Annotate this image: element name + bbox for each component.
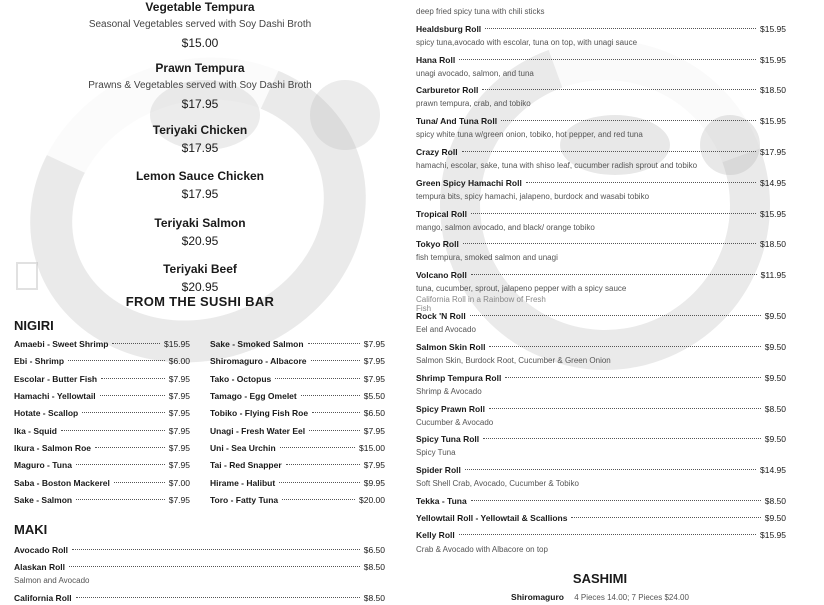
menu-row: [14, 543, 385, 557]
item-desc: prawn tempura, crab, and tobiko: [416, 99, 531, 108]
menu-row: [14, 458, 190, 472]
menu-row: [14, 560, 385, 574]
entree-item: [0, 60, 400, 112]
dot-leader: [309, 430, 360, 431]
item-price: $20.00: [359, 495, 385, 505]
item-price: $7.95: [363, 356, 385, 366]
item-price: $7.95: [168, 495, 190, 505]
menu-row: [416, 463, 786, 477]
item-price: $15.95: [760, 530, 786, 540]
menu-row: [210, 337, 385, 351]
menu-row: [416, 145, 786, 159]
item-price: $9.50: [764, 513, 786, 523]
item-desc: spicy tuna,avocado with escolar, tuna on top, with unagi sauce: [416, 38, 638, 47]
item-price: $8.50: [363, 562, 385, 572]
menu-row: [416, 494, 786, 508]
item-desc: tuna, cucumber, sprout, jalapeno pepper with a spicy sauce: [416, 284, 627, 293]
item-price: $7.95: [168, 426, 190, 436]
item-name: Saba - Boston Mackerel: [14, 478, 110, 488]
menu-row: [14, 424, 190, 438]
item-price: $7.00: [168, 478, 190, 488]
menu-row: [14, 389, 190, 403]
entree-name: Teriyaki Beef: [163, 262, 237, 276]
item-name: Salmon Skin Roll: [416, 342, 486, 352]
entree-desc: Prawns & Vegetables served with Soy Dashi Broth: [88, 80, 312, 91]
item-name: Escolar - Butter Fish: [14, 374, 98, 384]
item-name: Healdsburg Roll: [416, 24, 482, 34]
entree-name: Lemon Sauce Chicken: [135, 169, 265, 183]
dot-leader: [72, 549, 360, 550]
item-price: $14.95: [760, 178, 786, 188]
menu-row: [416, 371, 786, 385]
menu-row: [210, 458, 385, 472]
section-title-nigiri: NIGIRI: [14, 318, 54, 333]
menu-row: [416, 83, 786, 97]
menu-row: [14, 406, 190, 420]
item-price: $6.50: [363, 408, 385, 418]
item-desc: Salmon Skin, Burdock Root, Cucumber & Green Onion: [416, 356, 611, 365]
entree-price: $20.95: [181, 280, 219, 294]
item-desc: Cucumber & Avocado: [416, 418, 494, 427]
entree-item: [0, 261, 400, 295]
item-name: Spicy Tuna Roll: [416, 434, 480, 444]
dot-leader: [489, 408, 761, 409]
item-price: $15.95: [760, 24, 786, 34]
menu-row: [416, 53, 786, 67]
item-desc: unagi avocado, salmon, and tuna: [416, 69, 534, 78]
item-name: Yellowtail Roll - Yellowtail & Scallions: [416, 513, 568, 523]
item-name: Rock 'N Roll: [416, 311, 466, 321]
item-name: Amaebi - Sweet Shrimp: [14, 339, 109, 349]
menu-row: [416, 402, 786, 416]
item-price: $7.95: [168, 374, 190, 384]
item-price: $6.50: [363, 545, 385, 555]
entree-price: $20.95: [181, 234, 219, 248]
dot-leader: [69, 566, 360, 567]
item-name: California Roll: [14, 593, 72, 603]
section-title-sushi-bar: FROM THE SUSHI BAR: [125, 294, 275, 309]
item-name: Kelly Roll: [416, 530, 455, 540]
item-name: Carburetor Roll: [416, 85, 479, 95]
menu-row: [14, 441, 190, 455]
item-name: Spicy Prawn Roll: [416, 404, 485, 414]
item-price: $8.50: [764, 496, 786, 506]
menu-row: [210, 476, 385, 490]
menu-row: [14, 372, 190, 386]
sashimi-name: Shiromaguro: [511, 592, 564, 602]
item-name: Avocado Roll: [14, 545, 68, 555]
item-price: $7.95: [363, 374, 385, 384]
item-desc: spicy white tuna w/green onion, tobiko, hot pepper, and red tuna: [416, 130, 643, 139]
entree-price: $17.95: [181, 141, 219, 155]
item-price: $9.95: [363, 478, 385, 488]
menu-row: [210, 372, 385, 386]
dot-leader: [61, 430, 165, 431]
dot-leader: [459, 534, 756, 535]
item-price: $7.95: [363, 339, 385, 349]
item-name: Uni - Sea Urchin: [210, 443, 276, 453]
dot-leader: [282, 499, 355, 500]
dot-leader: [485, 28, 756, 29]
dot-leader: [76, 597, 360, 598]
dot-leader: [286, 464, 360, 465]
item-name: Maguro - Tuna: [14, 460, 72, 470]
menu-row: [416, 176, 786, 190]
dot-leader: [463, 243, 756, 244]
dot-leader: [571, 517, 760, 518]
dot-leader: [311, 360, 360, 361]
item-desc: fish tempura, smoked salmon and unagi: [416, 253, 558, 262]
dot-leader: [312, 412, 360, 413]
item-desc: Shrimp & Avocado: [416, 387, 482, 396]
item-name: Ika - Squid: [14, 426, 57, 436]
item-price: $15.95: [760, 116, 786, 126]
item-price: $11.95: [760, 270, 786, 280]
dot-leader: [95, 447, 165, 448]
dot-leader: [505, 377, 760, 378]
dot-leader: [459, 59, 756, 60]
menu-row: [14, 591, 385, 605]
entree-item: [0, 215, 400, 249]
menu-row: [210, 493, 385, 507]
entree-item: [0, 122, 400, 156]
entree-name: Prawn Tempura: [155, 61, 245, 75]
menu-row: [416, 511, 786, 525]
dot-leader: [465, 469, 756, 470]
entree-name: Vegetable Tempura: [145, 0, 255, 14]
menu-row: [416, 114, 786, 128]
menu-row: [14, 337, 190, 351]
item-name: Crazy Roll: [416, 147, 458, 157]
entree-name: Teriyaki Chicken: [152, 123, 248, 137]
item-price: $8.50: [764, 404, 786, 414]
dot-leader: [76, 499, 165, 500]
item-price: $15.95: [760, 209, 786, 219]
item-name: Alaskan Roll: [14, 562, 66, 572]
item-name: Shrimp Tempura Roll: [416, 373, 502, 383]
dot-leader: [471, 500, 761, 501]
item-name: Hirame - Halibut: [210, 478, 276, 488]
menu-row: [416, 237, 786, 251]
item-desc: mango, salmon avocado, and black/ orange tobiko: [416, 223, 595, 232]
item-name: Shiromaguro - Albacore: [210, 356, 307, 366]
dot-leader: [470, 315, 761, 316]
dot-leader: [301, 395, 360, 396]
item-name: Hana Roll: [416, 55, 456, 65]
item-name: Tai - Red Snapper: [210, 460, 282, 470]
item-name: Tako - Octopus: [210, 374, 272, 384]
menu-row: [416, 268, 786, 282]
section-title-maki: MAKI: [14, 522, 48, 537]
item-desc: Spicy Tuna: [416, 448, 456, 457]
item-name: Volcano Roll: [416, 270, 467, 280]
dot-leader: [483, 438, 761, 439]
item-price: [784, 0, 786, 6]
clipped-desc-line: California Roll in a Rainbow of Fresh Fish: [416, 295, 546, 313]
item-price: $9.50: [764, 311, 786, 321]
menu-row: [210, 389, 385, 403]
item-desc: Soft Shell Crab, Avocado, Cucumber & Tobiko: [416, 479, 579, 488]
entree-price: $15.00: [181, 36, 219, 50]
menu-row: [14, 476, 190, 490]
menu-row: [210, 441, 385, 455]
menu-row: [416, 309, 786, 323]
item-price: $5.50: [363, 391, 385, 401]
item-price: $8.50: [363, 593, 385, 603]
dot-leader: [275, 378, 359, 379]
menu-row: [210, 354, 385, 368]
item-price: $18.50: [760, 85, 786, 95]
item-price: $7.95: [168, 443, 190, 453]
dot-leader: [82, 412, 164, 413]
item-price: $17.95: [760, 147, 786, 157]
dot-leader: [76, 464, 165, 465]
item-name: Tamago - Egg Omelet: [210, 391, 297, 401]
dot-leader: [482, 89, 756, 90]
item-desc: deep fried spicy tuna with chili sticks: [416, 7, 545, 16]
item-price: $7.95: [363, 460, 385, 470]
item-name: Spider Roll: [416, 465, 461, 475]
item-price: $18.50: [760, 239, 786, 249]
item-name: Tobiko - Flying Fish Roe: [210, 408, 309, 418]
dot-leader: [308, 343, 360, 344]
item-desc: tempura bits, spicy hamachi, jalapeno, burdock and wasabi tobiko: [416, 192, 650, 201]
item-name: Unagi - Fresh Water Eel: [210, 426, 306, 436]
item-name: Hotate - Scallop: [14, 408, 79, 418]
menu-row: [14, 354, 190, 368]
item-desc: Eel and Avocado: [416, 325, 476, 334]
entree-item: [0, 168, 400, 202]
item-price: $7.95: [363, 426, 385, 436]
menu-row: [14, 493, 190, 507]
item-price: $15.95: [760, 55, 786, 65]
sashimi-detail: 4 Pieces 14.00; 7 Pieces $24.00: [574, 593, 689, 602]
dot-leader: [279, 482, 360, 483]
item-price: $9.50: [764, 342, 786, 352]
item-name: Sake - Smoked Salmon: [210, 339, 304, 349]
menu-row: [416, 340, 786, 354]
dot-leader: [114, 482, 165, 483]
entree-item: [0, 0, 400, 51]
item-price: $7.95: [168, 391, 190, 401]
item-name: Ebi - Shrimp: [14, 356, 65, 366]
dot-leader: [112, 343, 160, 344]
item-name: Tuna/ And Tuna Roll: [416, 116, 498, 126]
entree-price: $17.95: [181, 187, 219, 201]
item-price: $6.00: [168, 356, 190, 366]
menu-row: [210, 406, 385, 420]
item-name: Tropical Roll: [416, 209, 468, 219]
item-name: Toro - Fatty Tuna: [210, 495, 279, 505]
dot-leader: [280, 447, 355, 448]
item-price: $9.50: [764, 373, 786, 383]
dot-leader: [471, 213, 756, 214]
menu-row: [416, 528, 786, 542]
item-desc: Salmon and Avocado: [14, 576, 90, 585]
dot-leader: [101, 378, 165, 379]
item-name: Ikura - Salmon Roe: [14, 443, 91, 453]
item-desc: Crab & Avocado with Albacore on top: [416, 545, 548, 554]
item-price: $15.95: [164, 339, 190, 349]
item-desc: hamachi, escolar, sake, tuna with shiso leaf, cucumber radish sprout and tobiko: [416, 161, 698, 170]
item-name: Tekka - Tuna: [416, 496, 467, 506]
item-name: Tokyo Roll: [416, 239, 459, 249]
sashimi-row: [400, 592, 800, 602]
dot-leader: [501, 120, 756, 121]
entree-price: $17.95: [181, 97, 219, 111]
entree-desc: Seasonal Vegetables served with Soy Dashi Broth: [88, 19, 312, 30]
item-price: $14.95: [760, 465, 786, 475]
item-name: Green Spicy Hamachi Roll: [416, 178, 522, 188]
section-title-sashimi: SASHIMI: [572, 571, 628, 586]
menu-row: [416, 432, 786, 446]
item-name: Sake - Salmon: [14, 495, 73, 505]
dot-leader: [526, 182, 756, 183]
dot-leader: [462, 151, 756, 152]
menu-row: [416, 22, 786, 36]
menu-row: [416, 207, 786, 221]
item-price: $15.00: [359, 443, 385, 453]
item-price: $7.95: [168, 408, 190, 418]
dot-leader: [100, 395, 165, 396]
menu-row: [210, 424, 385, 438]
dot-leader: [68, 360, 165, 361]
item-name: Hamachi - Yellowtail: [14, 391, 96, 401]
dot-leader: [471, 274, 757, 275]
item-price: $9.50: [764, 434, 786, 444]
dot-leader: [489, 346, 760, 347]
item-price: $7.95: [168, 460, 190, 470]
entree-name: Teriyaki Salmon: [154, 216, 246, 230]
